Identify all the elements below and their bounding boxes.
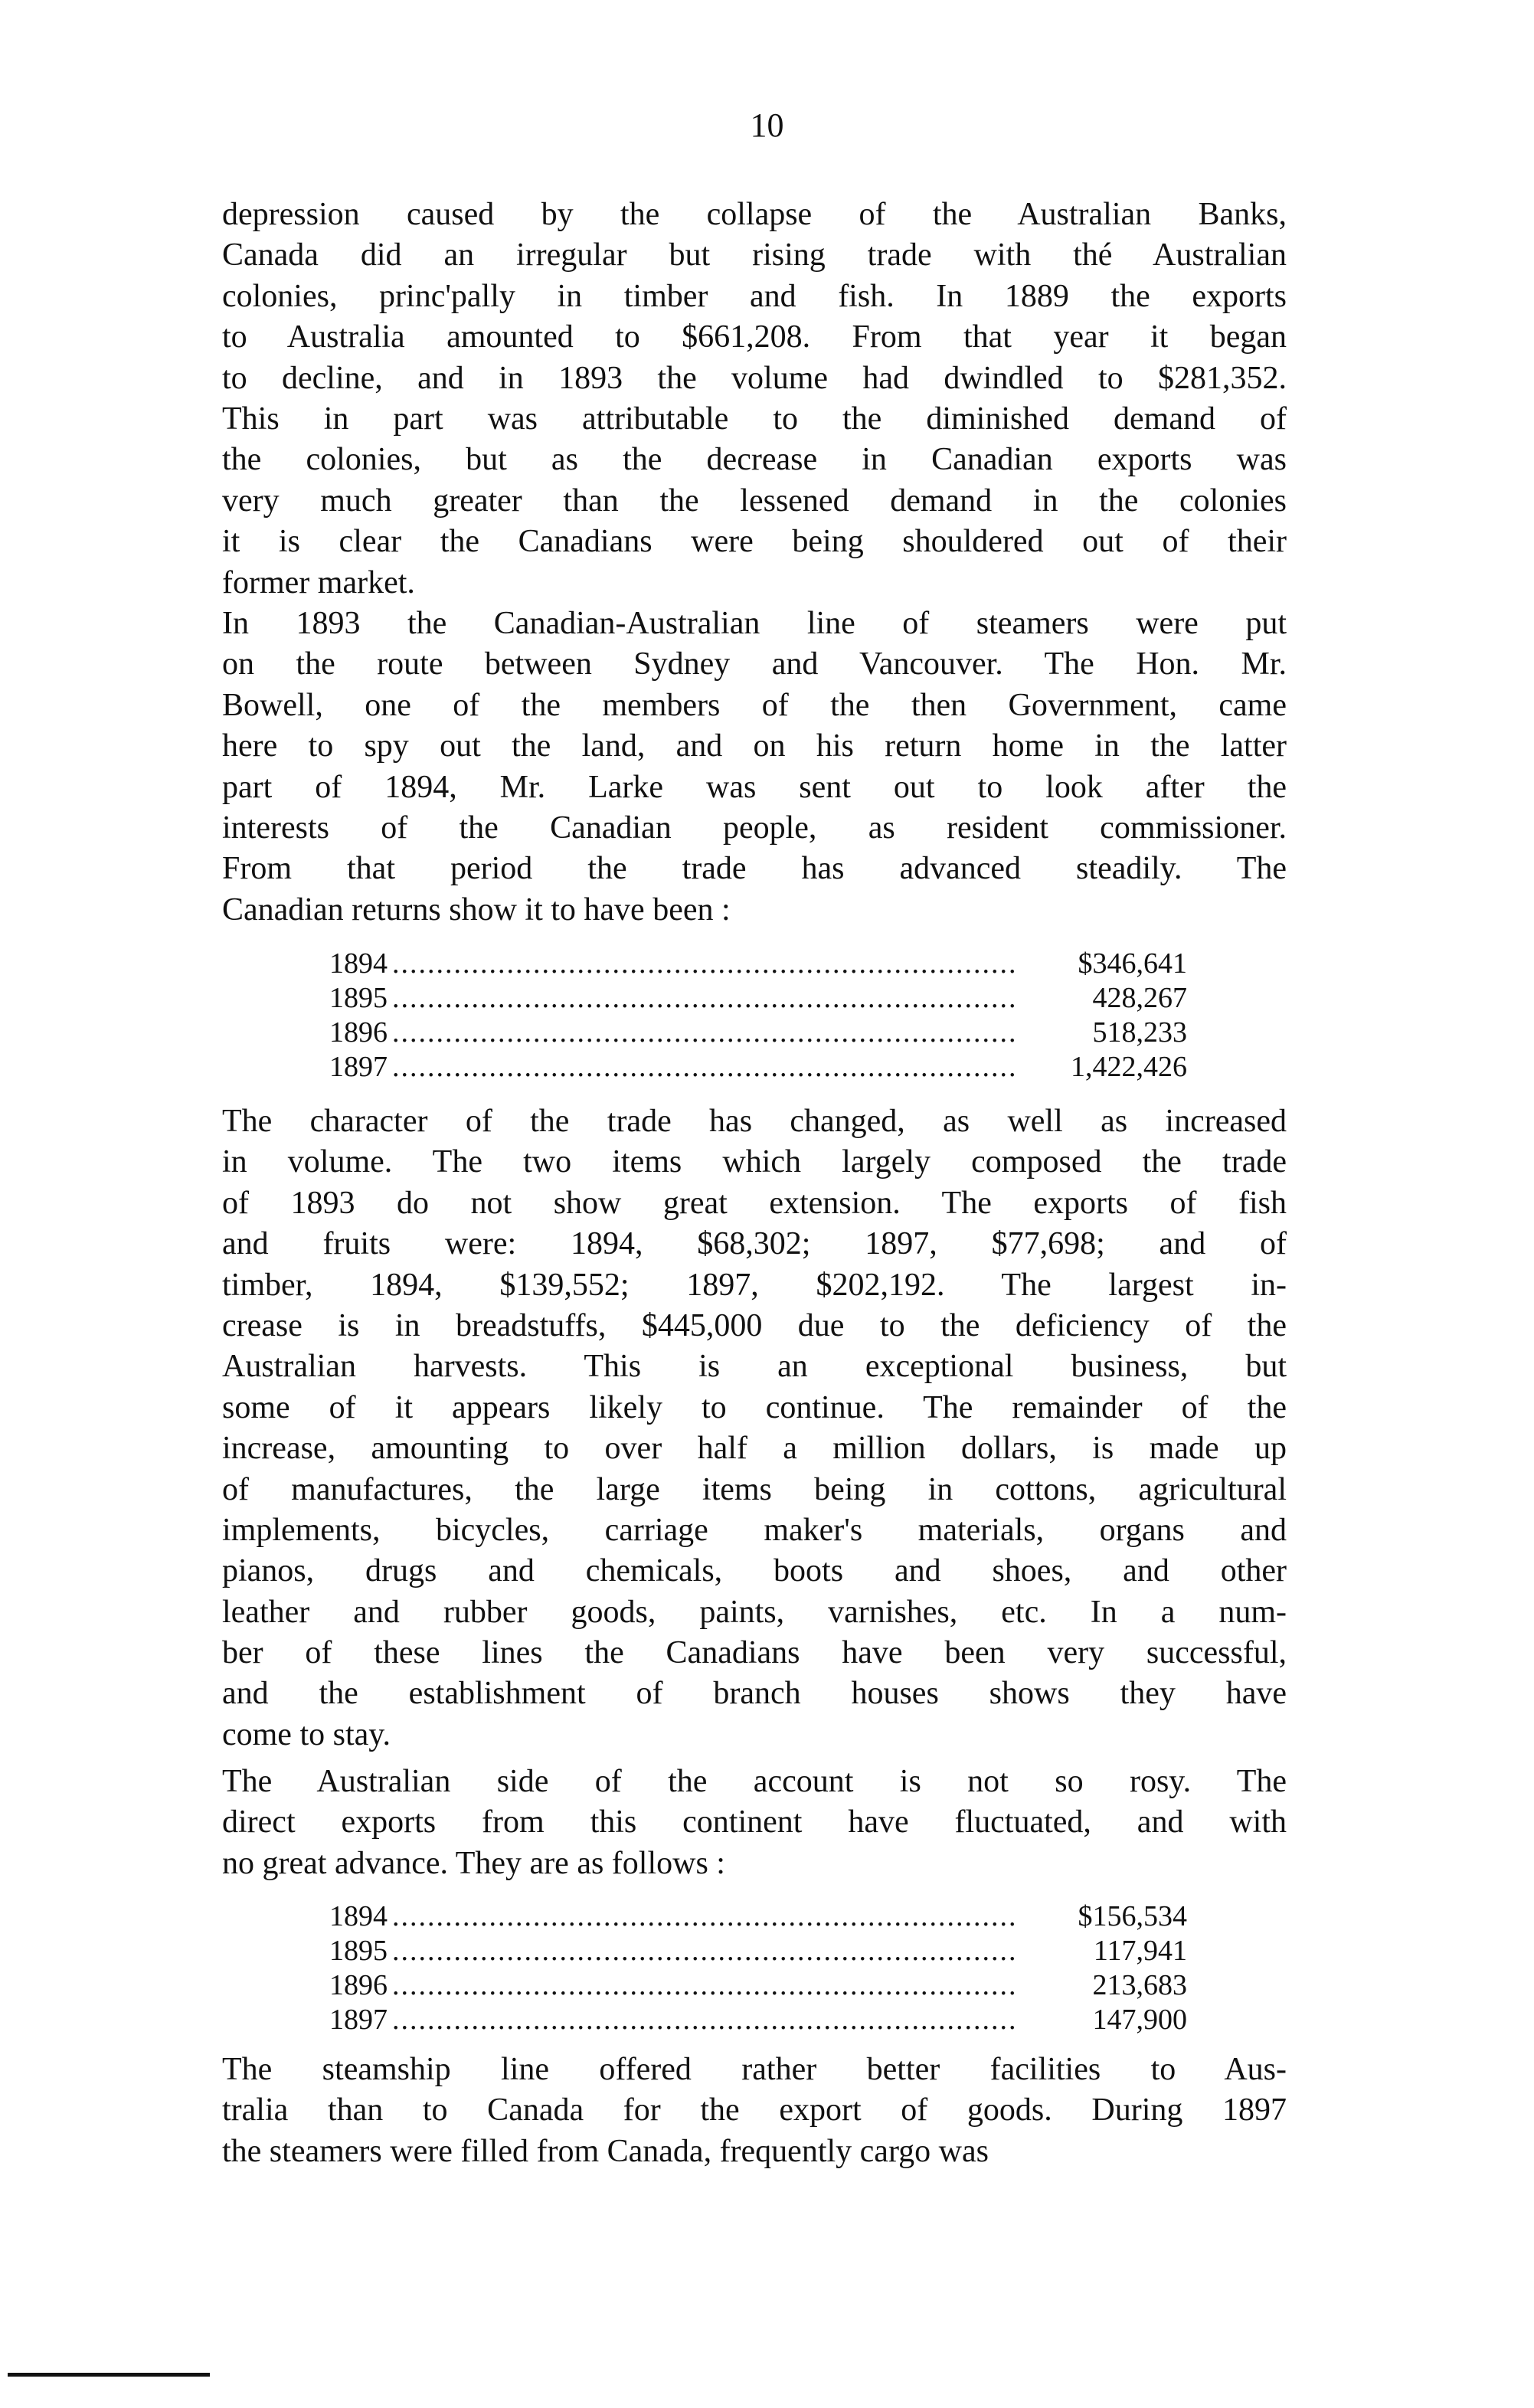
text-line: From that period the trade has advanced steadily. The	[222, 851, 1287, 887]
text-line: direct exports from this continent have fluctuated, and with	[222, 1804, 1287, 1840]
year-cell: 1894	[329, 947, 388, 980]
canadian-returns-table	[329, 947, 1187, 1085]
year-cell: 1895	[329, 1935, 388, 1967]
leader-dots	[392, 981, 1014, 1016]
text-line: tralia than to Canada for the export of goods. During 1897	[222, 2092, 1287, 2128]
text-line: The steamship line offered rather better facilities to Aus-	[222, 2052, 1287, 2087]
text-line: and the establishment of branch houses shows they have	[222, 1676, 1287, 1712]
text-line: The Australian side of the account is not so rosy. The	[222, 1764, 1287, 1799]
text-line: no great advance. They are as follows :	[222, 1845, 725, 1881]
text-line: the steamers were filled from Canada, frequently cargo was	[222, 2133, 989, 2169]
leader-dots	[392, 1968, 1014, 2003]
text-line: This in part was attributable to the diminished demand of	[222, 401, 1287, 437]
paragraph-5	[222, 2050, 1287, 2172]
text-line: of 1893 do not show great extension. The exports of fish	[222, 1185, 1287, 1221]
text-line: to Australia amounted to $661,208. From that year it began	[222, 319, 1287, 355]
text-line: interests of the Canadian people, as resident commissioner.	[222, 810, 1287, 846]
text-line: depression caused by the collapse of the Australian Banks,	[222, 197, 1287, 232]
text-line: former market.	[222, 564, 415, 600]
value-cell: 147,900	[1092, 2004, 1187, 2036]
value-cell: 213,683	[1092, 1969, 1187, 2001]
table-row	[329, 1016, 1187, 1050]
text-line: in volume. The two items which largely composed the trade	[222, 1144, 1287, 1180]
text-line: Australian harvests. This is an exceptional business, but	[222, 1349, 1287, 1385]
page-number: 10	[750, 106, 784, 144]
text-line: on the route between Sydney and Vancouver. The Hon. Mr.	[222, 646, 1287, 682]
text-line: Canada did an irregular but rising trade with thé Australian	[222, 237, 1287, 273]
table-row	[329, 1050, 1187, 1085]
text-line: come to stay.	[222, 1716, 391, 1752]
leader-dots	[392, 947, 1014, 981]
text-line: very much greater than the lessened demand in the colonies	[222, 483, 1287, 519]
value-cell: 428,267	[1092, 982, 1187, 1014]
paragraph-2	[222, 604, 1287, 931]
text-line: crease is in breadstuffs, $445,000 due to the deficiency of the	[222, 1307, 1287, 1343]
paragraph-4	[222, 1762, 1287, 1884]
text-line: to decline, and in 1893 the volume had dwindled to $281,352.	[222, 360, 1287, 396]
value-cell: 117,941	[1093, 1935, 1187, 1967]
text-line: colonies, princ'pally in timber and fish. In 1889 the exports	[222, 278, 1287, 314]
year-cell: 1896	[329, 1969, 388, 2001]
text-line: the colonies, but as the decrease in Canadian exports was	[222, 442, 1287, 478]
text-line: pianos, drugs and chemicals, boots and shoes, and other	[222, 1553, 1287, 1589]
paragraph-3	[222, 1101, 1287, 1755]
text-line: it is clear the Canadians were being shouldered out of their	[222, 524, 1287, 560]
text-line: Canadian returns show it to have been :	[222, 892, 731, 928]
table-row	[329, 2003, 1187, 2037]
value-cell: 518,233	[1092, 1016, 1187, 1049]
value-cell: 1,422,426	[1071, 1051, 1187, 1083]
text-line: of manufactures, the large items being in cottons, agricultural	[222, 1471, 1287, 1507]
year-cell: 1896	[329, 1016, 388, 1049]
table-row	[329, 1968, 1187, 2003]
leader-dots	[392, 1899, 1014, 1934]
year-cell: 1897	[329, 1051, 388, 1083]
table-row	[329, 947, 1187, 981]
leader-dots	[392, 1016, 1014, 1050]
footer-rule	[8, 2373, 210, 2377]
australian-exports-table	[329, 1899, 1187, 2037]
text-line: In 1893 the Canadian-Australian line of steamers were put	[222, 606, 1287, 641]
text-line: part of 1894, Mr. Larke was sent out to look after the	[222, 769, 1287, 805]
text-line: increase, amounting to over half a million dollars, is made up	[222, 1431, 1287, 1467]
text-line: here to spy out the land, and on his return home in the latter	[222, 728, 1287, 764]
text-line: some of it appears likely to continue. The remainder of the	[222, 1389, 1287, 1425]
value-cell: $346,641	[1078, 947, 1187, 980]
text-line: timber, 1894, $139,552; 1897, $202,192. The largest in-	[222, 1267, 1287, 1303]
table-row	[329, 981, 1187, 1016]
text-line: The character of the trade has changed, as well as increased	[222, 1104, 1287, 1139]
table-row	[329, 1934, 1187, 1968]
text-line: implements, bicycles, carriage maker's materials, organs and	[222, 1512, 1287, 1548]
leader-dots	[392, 1050, 1014, 1085]
value-cell: $156,534	[1078, 1900, 1187, 1932]
year-cell: 1895	[329, 982, 388, 1014]
paragraph-1	[222, 195, 1287, 604]
text-line: leather and rubber goods, paints, varnishes, etc. In a num-	[222, 1594, 1287, 1630]
leader-dots	[392, 1934, 1014, 1968]
text-line: ber of these lines the Canadians have been very successful,	[222, 1635, 1287, 1671]
table-row	[329, 1899, 1187, 1934]
year-cell: 1897	[329, 2004, 388, 2036]
leader-dots	[392, 2003, 1014, 2037]
year-cell: 1894	[329, 1900, 388, 1932]
text-line: Bowell, one of the members of the then Government, came	[222, 687, 1287, 723]
text-line: and fruits were: 1894, $68,302; 1897, $77,698; and of	[222, 1226, 1287, 1262]
